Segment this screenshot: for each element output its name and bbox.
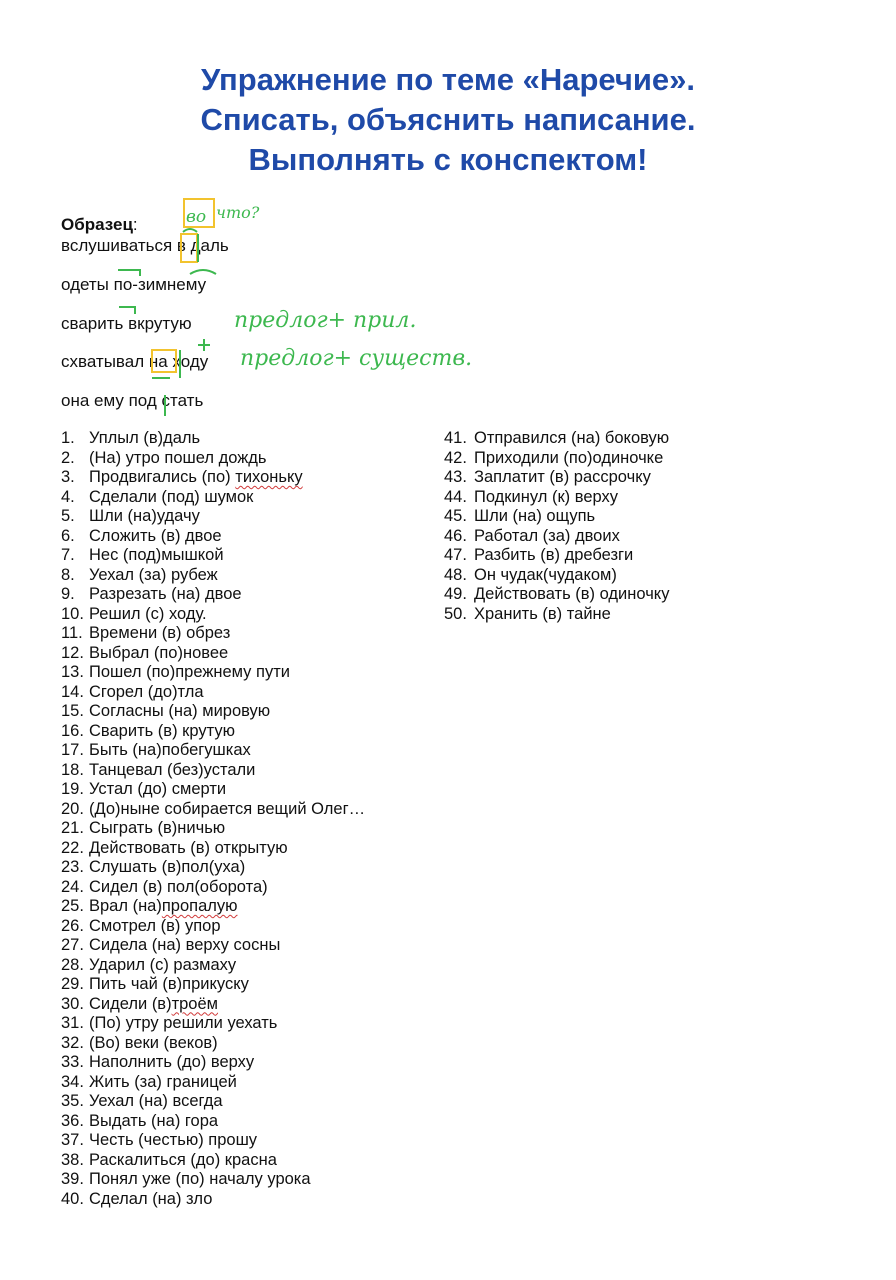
exercise-text: Приходили (по)одиночке bbox=[474, 448, 664, 467]
exercise-item bbox=[61, 1190, 365, 1210]
exercise-number: 41. bbox=[444, 429, 467, 447]
exercise-text: Честь (честью) прошу bbox=[89, 1131, 258, 1149]
exercise-text: Хранить (в) тайне bbox=[474, 604, 611, 623]
exercise-number: 16. bbox=[61, 721, 84, 740]
exercise-number: 17. bbox=[61, 741, 84, 759]
exercise-number: 30. bbox=[61, 994, 84, 1013]
spellcheck-underline: троём bbox=[171, 994, 219, 1013]
exercise-number: 46. bbox=[444, 526, 467, 545]
exercise-item bbox=[444, 546, 669, 566]
exercise-number: 2. bbox=[61, 448, 75, 467]
exercise-number: 48. bbox=[444, 565, 467, 584]
exercise-number: 11. bbox=[61, 624, 83, 642]
sample-heading-colon: : bbox=[132, 215, 138, 234]
exercise-text: Уплыл (в)даль bbox=[89, 429, 201, 447]
exercise-number: 4. bbox=[61, 487, 75, 506]
exercise-item bbox=[61, 975, 365, 995]
exercise-text: (На) утро пошел дождь bbox=[89, 448, 267, 467]
exercise-item bbox=[61, 800, 365, 820]
exercise-item bbox=[61, 761, 365, 781]
exercise-item bbox=[444, 605, 669, 625]
exercise-text: Шли (на) ощупь bbox=[474, 507, 596, 525]
exercise-number: 23. bbox=[61, 858, 84, 876]
prefix-mark-3 bbox=[119, 307, 135, 314]
exercise-number: 3. bbox=[61, 468, 75, 486]
exercise-number: 50. bbox=[444, 604, 467, 623]
exercise-text: Пошел (по)прежнему пути bbox=[89, 663, 290, 681]
exercise-item bbox=[61, 449, 365, 469]
exercise-item bbox=[61, 624, 365, 644]
exercise-text: Согласны (на) мировую bbox=[89, 702, 271, 720]
exercise-text: Устал (до) смерти bbox=[89, 780, 227, 798]
exercise-text: Смотрел (в) упор bbox=[89, 916, 221, 935]
exercise-item bbox=[61, 780, 365, 800]
exercise-item bbox=[444, 527, 669, 547]
exercise-number: 42. bbox=[444, 448, 467, 467]
exercise-text: Уехал (за) рубеж bbox=[89, 565, 218, 584]
exercise-text: Подкинул (к) верху bbox=[474, 487, 618, 506]
exercise-text: Шли (на)удачу bbox=[89, 507, 200, 525]
exercise-item bbox=[61, 936, 365, 956]
exercise-number: 39. bbox=[61, 1170, 84, 1188]
exercise-text: Разрезать (на) двое bbox=[89, 585, 242, 603]
exercise-item bbox=[61, 1053, 365, 1073]
exercise-item bbox=[61, 1014, 365, 1034]
exercise-text: Сделали (под) шумок bbox=[89, 487, 254, 506]
exercise-number: 43. bbox=[444, 468, 467, 486]
title-line-3: Выполнять с конспектом! bbox=[248, 142, 648, 177]
exercise-item bbox=[61, 839, 365, 859]
exercise-item bbox=[444, 566, 669, 586]
exercise-item bbox=[61, 1112, 365, 1132]
exercise-item bbox=[61, 429, 365, 449]
exercise-text: Разбить (в) дребезги bbox=[474, 546, 634, 564]
exercise-text: Действовать (в) открытую bbox=[89, 838, 288, 857]
exercise-number: 12. bbox=[61, 643, 84, 662]
exercise-number: 38. bbox=[61, 1150, 84, 1169]
sample-line-4: схватывал на ходу bbox=[61, 352, 209, 371]
exercise-number: 14. bbox=[61, 682, 84, 701]
exercise-number: 45. bbox=[444, 507, 467, 525]
exercise-text: Отправился (на) боковую bbox=[474, 429, 670, 447]
exercise-number: 40. bbox=[61, 1189, 84, 1208]
exercise-text: Действовать (в) одиночку bbox=[474, 585, 670, 603]
exercise-number: 37. bbox=[61, 1131, 84, 1149]
title-line-2: Списать, объяснить написание. bbox=[200, 102, 696, 137]
exercise-text: Сидел (в) пол(оборота) bbox=[89, 877, 268, 896]
exercise-text: Времени (в) обрез bbox=[89, 624, 231, 642]
exercise-number: 22. bbox=[61, 838, 84, 857]
exercise-item bbox=[61, 683, 365, 703]
exercise-list-right bbox=[444, 429, 669, 624]
exercise-item bbox=[61, 663, 365, 683]
exercise-number: 25. bbox=[61, 897, 84, 915]
exercise-item bbox=[61, 468, 365, 488]
exercise-text: Нес (под)мышкой bbox=[89, 546, 224, 564]
exercise-number: 7. bbox=[61, 546, 75, 564]
exercise-text: (Во) веки (веков) bbox=[89, 1033, 218, 1052]
exercise-item bbox=[61, 605, 365, 625]
exercise-item bbox=[61, 566, 365, 586]
suffix-arc-2 bbox=[190, 270, 216, 274]
exercise-item bbox=[61, 1034, 365, 1054]
sample-heading-text: Образец bbox=[61, 215, 133, 234]
exercise-item bbox=[61, 702, 365, 722]
exercise-text: Работал (за) двоих bbox=[474, 526, 620, 545]
exercise-number: 9. bbox=[61, 585, 75, 603]
exercise-text: Сварить (в) крутую bbox=[89, 721, 235, 740]
exercise-item bbox=[61, 546, 365, 566]
exercise-item bbox=[61, 585, 365, 605]
exercise-text: Решил (с) ходу. bbox=[89, 604, 207, 623]
exercise-text: Быть (на)побегушках bbox=[89, 741, 251, 759]
exercise-text: Сидела (на) верху сосны bbox=[89, 936, 281, 954]
handwritten-question: что? bbox=[216, 203, 260, 222]
exercise-text: Уехал (на) всегда bbox=[89, 1092, 223, 1110]
exercise-number: 21. bbox=[61, 819, 84, 837]
exercise-text: Жить (за) границей bbox=[89, 1072, 237, 1091]
exercise-text: Сыграть (в)ничью bbox=[89, 819, 226, 837]
exercise-text: Врал (на)пропалую bbox=[89, 897, 238, 915]
handwritten-vo: во bbox=[186, 207, 207, 227]
exercise-number: 5. bbox=[61, 507, 75, 525]
exercise-item bbox=[61, 878, 365, 898]
exercise-text: (По) утру решили уехать bbox=[89, 1014, 278, 1032]
exercise-item bbox=[61, 722, 365, 742]
exercise-number: 35. bbox=[61, 1092, 84, 1110]
exercise-text: Раскалиться (до) красна bbox=[89, 1150, 277, 1169]
exercise-number: 28. bbox=[61, 955, 84, 974]
exercise-number: 49. bbox=[444, 585, 467, 603]
exercise-number: 20. bbox=[61, 799, 84, 818]
exercise-item bbox=[61, 527, 365, 547]
exercise-text: Ударил (с) размаху bbox=[89, 955, 237, 974]
exercise-item bbox=[61, 897, 365, 917]
exercise-item bbox=[61, 956, 365, 976]
exercise-text: Слушать (в)пол(уха) bbox=[89, 858, 246, 876]
plus-mark bbox=[198, 339, 210, 351]
exercise-number: 44. bbox=[444, 487, 467, 506]
exercise-number: 13. bbox=[61, 663, 84, 681]
exercise-item bbox=[444, 488, 669, 508]
page-title bbox=[0, 60, 896, 180]
exercise-item bbox=[61, 488, 365, 508]
exercise-number: 27. bbox=[61, 936, 84, 954]
exercise-item bbox=[61, 858, 365, 878]
exercise-number: 31. bbox=[61, 1014, 84, 1032]
exercise-item bbox=[61, 819, 365, 839]
sample-heading bbox=[61, 215, 138, 235]
exercise-item bbox=[61, 1131, 365, 1151]
exercise-number: 29. bbox=[61, 975, 84, 993]
sample-line-2: одеты по-зимнему bbox=[61, 275, 207, 294]
exercise-text: Он чудак(чудаком) bbox=[474, 565, 617, 584]
exercise-item bbox=[61, 1170, 365, 1190]
exercise-number: 6. bbox=[61, 526, 75, 545]
exercise-text: Сгорел (до)тла bbox=[89, 682, 204, 701]
exercise-item bbox=[61, 741, 365, 761]
spellcheck-underline: пропалую bbox=[161, 897, 238, 915]
handwritten-note-1: предлог+ прил. bbox=[234, 308, 417, 333]
exercise-number: 10. bbox=[61, 604, 84, 623]
exercise-item bbox=[61, 1073, 365, 1093]
exercise-number: 26. bbox=[61, 916, 84, 935]
exercise-text: Выдать (на) гора bbox=[89, 1111, 219, 1130]
exercise-item bbox=[444, 429, 669, 449]
handwritten-note-2: предлог+ существ. bbox=[240, 346, 473, 371]
root-arc-1 bbox=[183, 229, 197, 232]
exercise-text: Наполнить (до) верху bbox=[89, 1053, 255, 1071]
exercise-item bbox=[61, 1092, 365, 1112]
exercise-text: Продвигались (по) тихоньку bbox=[89, 468, 303, 486]
exercise-number: 36. bbox=[61, 1111, 84, 1130]
exercise-number: 1. bbox=[61, 429, 75, 447]
exercise-item bbox=[444, 585, 669, 605]
exercise-number: 33. bbox=[61, 1053, 84, 1071]
exercise-number: 32. bbox=[61, 1033, 84, 1052]
sample-line-1: вслушиваться в даль bbox=[61, 236, 229, 255]
sample-line-5: она ему под стать bbox=[61, 391, 204, 410]
exercise-item bbox=[61, 1151, 365, 1171]
exercise-number: 24. bbox=[61, 877, 84, 896]
exercise-text: (До)ныне собирается вещий Олег… bbox=[89, 799, 366, 818]
title-line-1: Упражнение по теме «Наречие». bbox=[200, 62, 696, 97]
exercise-text: Сидели (в)троём bbox=[89, 994, 219, 1013]
exercise-item bbox=[444, 468, 669, 488]
exercise-number: 18. bbox=[61, 760, 84, 779]
exercise-text: Понял уже (по) началу урока bbox=[89, 1170, 311, 1188]
exercise-text: Танцевал (без)устали bbox=[89, 760, 256, 779]
highlight-box-vo bbox=[184, 199, 214, 227]
exercise-item bbox=[61, 917, 365, 937]
exercise-text: Сделал (на) зло bbox=[89, 1189, 213, 1208]
exercise-item bbox=[444, 507, 669, 527]
exercise-item bbox=[61, 995, 365, 1015]
exercise-text: Заплатит (в) рассрочку bbox=[474, 468, 651, 486]
exercise-number: 47. bbox=[444, 546, 467, 564]
exercise-number: 19. bbox=[61, 780, 84, 798]
exercise-item bbox=[444, 449, 669, 469]
exercise-text: Сложить (в) двое bbox=[89, 526, 222, 545]
exercise-item bbox=[61, 507, 365, 527]
exercise-list-left bbox=[61, 429, 365, 1209]
exercise-number: 34. bbox=[61, 1072, 84, 1091]
exercise-item bbox=[61, 644, 365, 664]
exercise-number: 15. bbox=[61, 702, 84, 720]
spellcheck-underline: тихоньку bbox=[235, 468, 303, 486]
sample-line-3: сварить вкрутую bbox=[61, 314, 192, 333]
exercise-text: Пить чай (в)прикуску bbox=[89, 975, 249, 993]
exercise-number: 8. bbox=[61, 565, 75, 584]
exercise-text: Выбрал (по)новее bbox=[89, 643, 229, 662]
